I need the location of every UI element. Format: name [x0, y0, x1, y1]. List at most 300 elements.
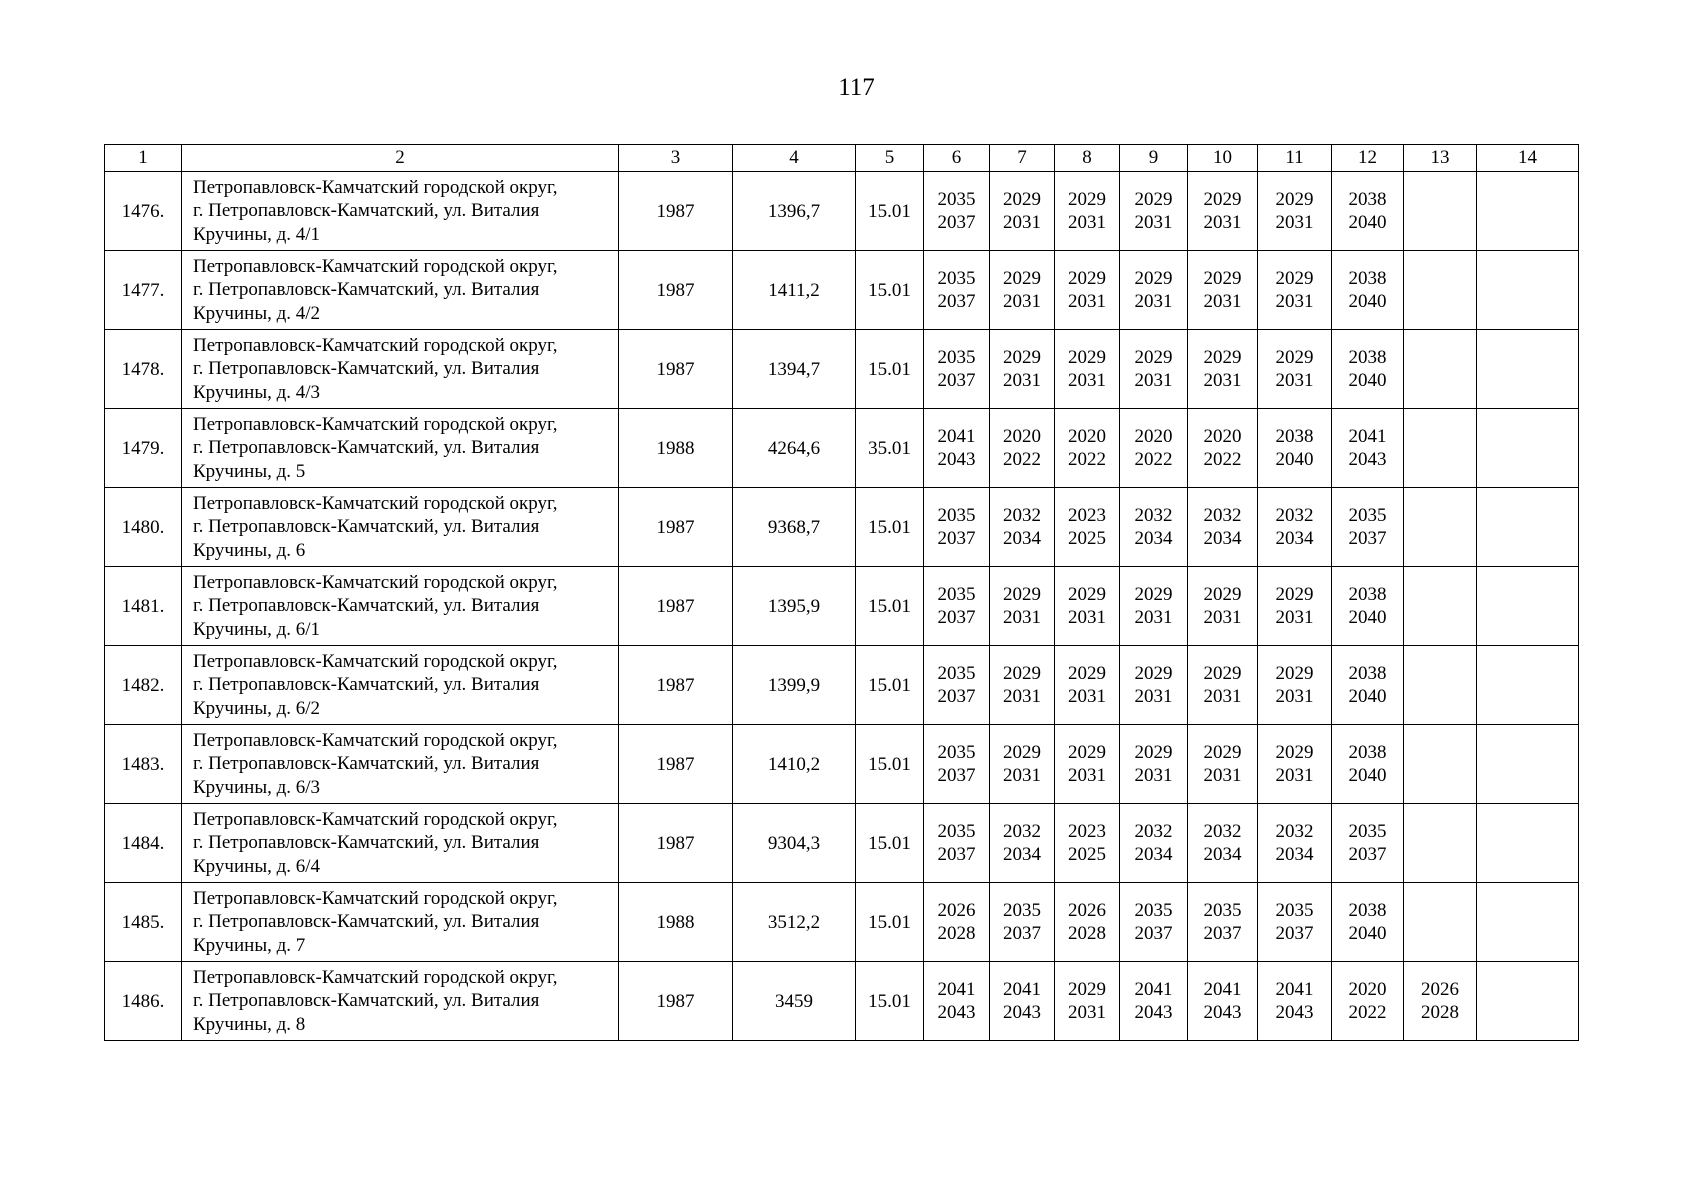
period-cell-col-9	[1120, 409, 1188, 488]
column-header-13: 13	[1404, 145, 1477, 172]
period-start-year: 2029	[1134, 583, 1173, 605]
period-cell-col-9	[1120, 567, 1188, 646]
address-cell	[182, 488, 619, 567]
period-start-year: 2035	[937, 583, 976, 605]
period-end-year: 2037	[1003, 923, 1041, 944]
construction-year: 1987	[619, 804, 733, 883]
period-start-year: 2029	[1134, 188, 1173, 210]
period-end-year: 2031	[1003, 686, 1041, 707]
structure-code: 15.01	[856, 330, 924, 409]
period-cell-col-6	[924, 962, 990, 1041]
period-start-year: 2032	[1203, 820, 1242, 842]
period-cell-col-10	[1188, 646, 1258, 725]
construction-year: 1987	[619, 567, 733, 646]
column-header-12: 12	[1332, 145, 1404, 172]
address-line: Петропавловск-Камчатский городской округ,	[193, 887, 558, 909]
period-cell-col-6	[924, 804, 990, 883]
period-cell-col-12	[1332, 330, 1404, 409]
period-start-year: 2035	[937, 504, 976, 526]
period-start-year: 2029	[1275, 188, 1314, 210]
total-area: 1411,2	[733, 251, 856, 330]
period-start-year: 2029	[1068, 346, 1106, 368]
row-number: 1482.	[105, 646, 182, 725]
period-start-year: 2029	[1068, 188, 1106, 210]
period-start-year: 2038	[1348, 741, 1387, 763]
period-start-year: 2032	[1003, 504, 1041, 526]
column-header-8: 8	[1055, 145, 1120, 172]
period-end-year: 2031	[1068, 212, 1106, 233]
construction-year: 1988	[619, 409, 733, 488]
period-end-year: 2037	[1134, 923, 1173, 944]
address-line: г. Петропавловск-Камчатский, ул. Виталия	[193, 753, 540, 775]
period-cell-col-11	[1258, 330, 1332, 409]
column-header-11: 11	[1258, 145, 1332, 172]
structure-code: 15.01	[856, 251, 924, 330]
period-start-year: 2026	[1068, 899, 1106, 921]
period-start-year: 2035	[1203, 899, 1242, 921]
period-end-year: 2022	[1068, 449, 1106, 470]
period-cell-col-8	[1055, 646, 1120, 725]
period-end-year: 2031	[1203, 370, 1242, 391]
period-end-year: 2031	[1068, 686, 1106, 707]
period-start-year: 2029	[1203, 188, 1242, 210]
period-cell-col-10	[1188, 488, 1258, 567]
structure-code: 15.01	[856, 725, 924, 804]
period-cell-col-6	[924, 646, 990, 725]
period-cell-col-10	[1188, 725, 1258, 804]
address-line: г. Петропавловск-Камчатский, ул. Виталия	[193, 595, 540, 617]
table-row	[105, 567, 1579, 646]
table-row	[105, 725, 1579, 804]
period-start-year: 2029	[1134, 346, 1173, 368]
period-cell-col-6	[924, 725, 990, 804]
period-end-year: 2025	[1068, 528, 1106, 549]
period-cell-col-14	[1477, 646, 1579, 725]
period-start-year: 2020	[1348, 978, 1387, 1000]
period-start-year: 2041	[937, 425, 976, 447]
construction-year: 1987	[619, 172, 733, 251]
period-cell-col-9	[1120, 251, 1188, 330]
period-cell-col-14	[1477, 409, 1579, 488]
period-cell-col-6	[924, 883, 990, 962]
period-start-year: 2032	[1003, 820, 1041, 842]
period-cell-col-10	[1188, 172, 1258, 251]
period-end-year: 2037	[937, 528, 976, 549]
period-cell-col-12	[1332, 646, 1404, 725]
period-end-year: 2025	[1068, 844, 1106, 865]
period-cell-col-9	[1120, 488, 1188, 567]
period-cell-col-13	[1404, 251, 1477, 330]
period-start-year: 2029	[1003, 583, 1041, 605]
period-start-year: 2029	[1068, 741, 1106, 763]
table-body	[105, 172, 1579, 1041]
period-cell-col-14	[1477, 567, 1579, 646]
period-cell-col-14	[1477, 488, 1579, 567]
period-end-year: 2031	[1134, 686, 1173, 707]
row-number: 1480.	[105, 488, 182, 567]
period-cell-col-14	[1477, 804, 1579, 883]
period-end-year: 2031	[1134, 607, 1173, 628]
address-cell	[182, 804, 619, 883]
period-cell-col-14	[1477, 251, 1579, 330]
period-end-year: 2043	[1348, 449, 1387, 470]
column-header-3: 3	[619, 145, 733, 172]
column-header-1: 1	[105, 145, 182, 172]
period-start-year: 2032	[1275, 820, 1314, 842]
period-cell-col-7	[990, 567, 1055, 646]
period-start-year: 2020	[1068, 425, 1106, 447]
period-start-year: 2035	[937, 346, 976, 368]
period-end-year: 2040	[1348, 291, 1387, 312]
period-end-year: 2034	[1003, 528, 1041, 549]
structure-code: 35.01	[856, 409, 924, 488]
address-line: Петропавловск-Камчатский городской округ,	[193, 650, 558, 672]
table-row	[105, 172, 1579, 251]
period-start-year: 2041	[1134, 978, 1173, 1000]
address-line: Кручины, д. 6/3	[193, 776, 321, 798]
table-row	[105, 409, 1579, 488]
period-cell-col-10	[1188, 567, 1258, 646]
total-area: 1394,7	[733, 330, 856, 409]
period-cell-col-14	[1477, 883, 1579, 962]
period-cell-col-12	[1332, 251, 1404, 330]
address-line: Кручины, д. 6/1	[193, 618, 321, 640]
row-number: 1478.	[105, 330, 182, 409]
period-end-year: 2022	[1203, 449, 1242, 470]
column-header-10: 10	[1188, 145, 1258, 172]
address-cell	[182, 883, 619, 962]
address-cell	[182, 567, 619, 646]
period-cell-col-9	[1120, 725, 1188, 804]
period-end-year: 2031	[1134, 370, 1173, 391]
address-line: Петропавловск-Камчатский городской округ,	[193, 492, 558, 514]
period-start-year: 2029	[1003, 741, 1041, 763]
construction-year: 1988	[619, 883, 733, 962]
period-end-year: 2031	[1275, 370, 1314, 391]
period-end-year: 2031	[1134, 291, 1173, 312]
period-start-year: 2035	[937, 267, 976, 289]
period-cell-col-9	[1120, 804, 1188, 883]
address-line: Кручины, д. 6	[193, 539, 306, 561]
total-area: 1410,2	[733, 725, 856, 804]
period-cell-col-14	[1477, 172, 1579, 251]
column-header-6: 6	[924, 145, 990, 172]
period-end-year: 2031	[1275, 765, 1314, 786]
period-start-year: 2035	[937, 188, 976, 210]
period-start-year: 2038	[1348, 346, 1387, 368]
period-end-year: 2037	[937, 370, 976, 391]
period-start-year: 2041	[937, 978, 976, 1000]
period-cell-col-12	[1332, 725, 1404, 804]
period-end-year: 2031	[1275, 607, 1314, 628]
period-start-year: 2029	[1068, 662, 1106, 684]
period-end-year: 2040	[1348, 212, 1387, 233]
address-cell	[182, 251, 619, 330]
column-header-14: 14	[1477, 145, 1579, 172]
total-area: 1396,7	[733, 172, 856, 251]
period-cell-col-7	[990, 251, 1055, 330]
period-end-year: 2031	[1068, 370, 1106, 391]
period-end-year: 2037	[937, 765, 976, 786]
period-cell-col-10	[1188, 962, 1258, 1041]
period-start-year: 2041	[1003, 978, 1041, 1000]
period-start-year: 2026	[937, 899, 976, 921]
period-cell-col-7	[990, 883, 1055, 962]
period-start-year: 2029	[1068, 978, 1106, 1000]
address-line: Кручины, д. 4/3	[193, 381, 321, 403]
period-cell-col-13	[1404, 172, 1477, 251]
address-line: г. Петропавловск-Камчатский, ул. Виталия	[193, 516, 540, 538]
column-header-5: 5	[856, 145, 924, 172]
table-row	[105, 330, 1579, 409]
period-end-year: 2028	[1068, 923, 1106, 944]
period-start-year: 2041	[1275, 978, 1314, 1000]
period-start-year: 2029	[1003, 662, 1041, 684]
period-cell-col-11	[1258, 883, 1332, 962]
period-start-year: 2026	[1421, 978, 1459, 1000]
period-end-year: 2040	[1348, 607, 1387, 628]
period-end-year: 2043	[1275, 1002, 1314, 1023]
period-end-year: 2034	[1003, 844, 1041, 865]
period-end-year: 2031	[1068, 291, 1106, 312]
period-start-year: 2029	[1003, 346, 1041, 368]
address-line: Кручины, д. 6/2	[193, 697, 321, 719]
address-line: г. Петропавловск-Камчатский, ул. Виталия	[193, 200, 540, 222]
period-start-year: 2029	[1003, 188, 1041, 210]
period-cell-col-11	[1258, 567, 1332, 646]
period-end-year: 2037	[1203, 923, 1242, 944]
period-cell-col-9	[1120, 172, 1188, 251]
period-start-year: 2029	[1068, 267, 1106, 289]
row-number: 1479.	[105, 409, 182, 488]
period-cell-col-7	[990, 330, 1055, 409]
period-start-year: 2029	[1275, 583, 1314, 605]
period-cell-col-7	[990, 172, 1055, 251]
period-start-year: 2029	[1003, 267, 1041, 289]
period-cell-col-7	[990, 488, 1055, 567]
construction-year: 1987	[619, 330, 733, 409]
period-cell-col-11	[1258, 251, 1332, 330]
period-cell-col-8	[1055, 567, 1120, 646]
address-line: Петропавловск-Камчатский городской округ,	[193, 413, 558, 435]
period-end-year: 2037	[937, 686, 976, 707]
period-start-year: 2029	[1134, 267, 1173, 289]
structure-code: 15.01	[856, 567, 924, 646]
period-start-year: 2038	[1275, 425, 1314, 447]
period-start-year: 2029	[1203, 267, 1242, 289]
structure-code: 15.01	[856, 962, 924, 1041]
period-start-year: 2038	[1348, 267, 1387, 289]
row-number: 1477.	[105, 251, 182, 330]
period-cell-col-11	[1258, 804, 1332, 883]
address-cell	[182, 172, 619, 251]
period-end-year: 2022	[1348, 1002, 1387, 1023]
period-cell-col-13	[1404, 962, 1477, 1041]
period-end-year: 2022	[1134, 449, 1173, 470]
period-end-year: 2037	[1348, 528, 1387, 549]
period-cell-col-9	[1120, 962, 1188, 1041]
period-cell-col-8	[1055, 725, 1120, 804]
period-end-year: 2043	[937, 1002, 976, 1023]
period-start-year: 2038	[1348, 662, 1387, 684]
period-end-year: 2031	[1003, 370, 1041, 391]
period-cell-col-12	[1332, 962, 1404, 1041]
period-cell-col-12	[1332, 567, 1404, 646]
period-end-year: 2031	[1203, 765, 1242, 786]
total-area: 4264,6	[733, 409, 856, 488]
total-area: 1395,9	[733, 567, 856, 646]
address-line: Кручины, д. 8	[193, 1013, 306, 1035]
row-number: 1485.	[105, 883, 182, 962]
period-start-year: 2038	[1348, 583, 1387, 605]
period-cell-col-14	[1477, 725, 1579, 804]
period-start-year: 2029	[1275, 662, 1314, 684]
address-line: Петропавловск-Камчатский городской округ,	[193, 966, 558, 988]
period-end-year: 2034	[1134, 528, 1173, 549]
construction-year: 1987	[619, 488, 733, 567]
total-area: 3459	[733, 962, 856, 1041]
structure-code: 15.01	[856, 172, 924, 251]
period-cell-col-8	[1055, 804, 1120, 883]
period-start-year: 2035	[1348, 504, 1387, 526]
period-cell-col-11	[1258, 488, 1332, 567]
period-cell-col-12	[1332, 804, 1404, 883]
address-line: Петропавловск-Камчатский городской округ,	[193, 334, 558, 356]
period-cell-col-6	[924, 330, 990, 409]
period-cell-col-10	[1188, 330, 1258, 409]
address-line: Петропавловск-Камчатский городской округ,	[193, 255, 558, 277]
address-line: г. Петропавловск-Камчатский, ул. Виталия	[193, 358, 540, 380]
row-number: 1483.	[105, 725, 182, 804]
period-start-year: 2035	[937, 662, 976, 684]
period-start-year: 2041	[1203, 978, 1242, 1000]
period-cell-col-10	[1188, 409, 1258, 488]
construction-year: 1987	[619, 646, 733, 725]
period-cell-col-8	[1055, 251, 1120, 330]
period-cell-col-6	[924, 172, 990, 251]
address-line: г. Петропавловск-Камчатский, ул. Виталия	[193, 437, 540, 459]
period-cell-col-8	[1055, 330, 1120, 409]
period-end-year: 2031	[1203, 212, 1242, 233]
table-row	[105, 962, 1579, 1041]
period-end-year: 2037	[937, 844, 976, 865]
period-cell-col-9	[1120, 883, 1188, 962]
row-number: 1486.	[105, 962, 182, 1041]
period-end-year: 2034	[1275, 844, 1314, 865]
period-start-year: 2023	[1068, 820, 1106, 842]
period-cell-col-7	[990, 804, 1055, 883]
period-cell-col-12	[1332, 883, 1404, 962]
period-end-year: 2031	[1003, 291, 1041, 312]
period-cell-col-6	[924, 488, 990, 567]
period-end-year: 2031	[1068, 765, 1106, 786]
period-end-year: 2031	[1203, 686, 1242, 707]
period-start-year: 2029	[1275, 346, 1314, 368]
period-cell-col-13	[1404, 725, 1477, 804]
column-header-9: 9	[1120, 145, 1188, 172]
total-area: 9304,3	[733, 804, 856, 883]
period-cell-col-8	[1055, 172, 1120, 251]
construction-year: 1987	[619, 251, 733, 330]
address-line: Кручины, д. 7	[193, 934, 306, 956]
period-cell-col-12	[1332, 488, 1404, 567]
row-number: 1476.	[105, 172, 182, 251]
address-line: г. Петропавловск-Камчатский, ул. Виталия	[193, 990, 540, 1012]
period-end-year: 2043	[1203, 1002, 1242, 1023]
period-cell-col-11	[1258, 725, 1332, 804]
housing-register-table	[104, 144, 1579, 1041]
period-start-year: 2035	[1003, 899, 1041, 921]
period-end-year: 2031	[1134, 212, 1173, 233]
period-start-year: 2023	[1068, 504, 1106, 526]
period-cell-col-13	[1404, 488, 1477, 567]
period-cell-col-13	[1404, 883, 1477, 962]
period-start-year: 2035	[1275, 899, 1314, 921]
address-cell	[182, 962, 619, 1041]
table-header	[105, 145, 1579, 172]
period-start-year: 2035	[937, 820, 976, 842]
period-cell-col-7	[990, 962, 1055, 1041]
period-start-year: 2032	[1134, 504, 1173, 526]
period-end-year: 2022	[1003, 449, 1041, 470]
page-number: 117	[838, 74, 875, 101]
total-area: 1399,9	[733, 646, 856, 725]
table-row	[105, 251, 1579, 330]
period-end-year: 2034	[1203, 528, 1242, 549]
period-start-year: 2029	[1134, 662, 1173, 684]
period-start-year: 2029	[1275, 267, 1314, 289]
address-cell	[182, 409, 619, 488]
structure-code: 15.01	[856, 883, 924, 962]
table-row	[105, 804, 1579, 883]
period-start-year: 2035	[1348, 820, 1387, 842]
address-line: Кручины, д. 6/4	[193, 855, 321, 877]
period-end-year: 2043	[1003, 1002, 1041, 1023]
period-cell-col-9	[1120, 646, 1188, 725]
address-line: Петропавловск-Камчатский городской округ,	[193, 176, 558, 198]
structure-code: 15.01	[856, 488, 924, 567]
period-cell-col-8	[1055, 883, 1120, 962]
period-cell-col-14	[1477, 962, 1579, 1041]
structure-code: 15.01	[856, 804, 924, 883]
address-line: г. Петропавловск-Камчатский, ул. Виталия	[193, 911, 540, 933]
period-end-year: 2028	[1421, 1002, 1459, 1023]
period-start-year: 2032	[1203, 504, 1242, 526]
period-cell-col-10	[1188, 883, 1258, 962]
period-start-year: 2020	[1003, 425, 1041, 447]
period-start-year: 2029	[1134, 741, 1173, 763]
period-end-year: 2031	[1203, 291, 1242, 312]
total-area: 3512,2	[733, 883, 856, 962]
period-end-year: 2031	[1003, 607, 1041, 628]
table-row	[105, 646, 1579, 725]
period-cell-col-13	[1404, 567, 1477, 646]
period-start-year: 2038	[1348, 188, 1387, 210]
column-header-2: 2	[182, 145, 619, 172]
period-start-year: 2029	[1203, 346, 1242, 368]
period-cell-col-8	[1055, 962, 1120, 1041]
address-line: Кручины, д. 4/2	[193, 302, 321, 324]
address-line: г. Петропавловск-Камчатский, ул. Виталия	[193, 832, 540, 854]
table-row	[105, 488, 1579, 567]
period-start-year: 2032	[1134, 820, 1173, 842]
period-cell-col-14	[1477, 330, 1579, 409]
address-cell	[182, 725, 619, 804]
period-cell-col-7	[990, 725, 1055, 804]
period-cell-col-13	[1404, 409, 1477, 488]
header-row	[105, 145, 1579, 172]
address-line: г. Петропавловск-Камчатский, ул. Виталия	[193, 674, 540, 696]
